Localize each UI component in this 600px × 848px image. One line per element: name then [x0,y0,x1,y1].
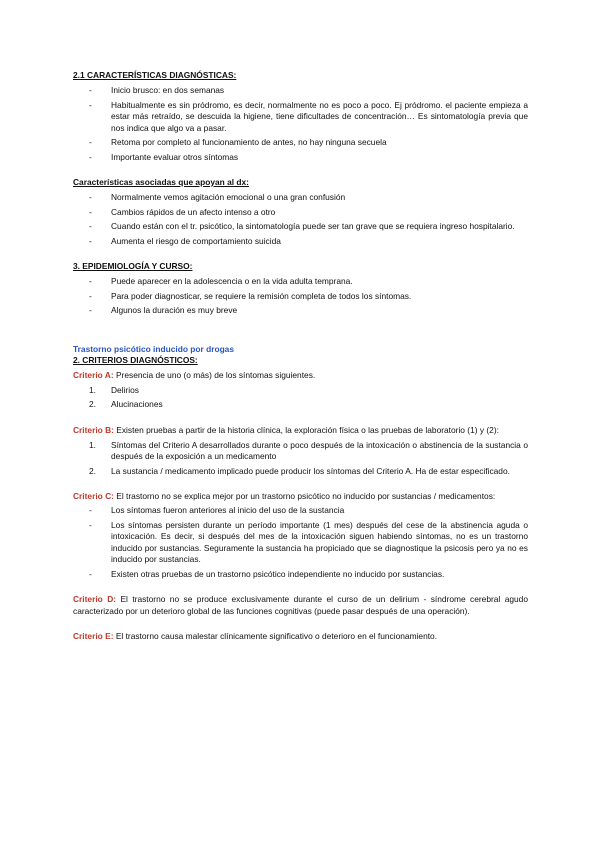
drug-disorder-title: Trastorno psicótico inducido por drogas [73,343,234,354]
criterio-b-text: Existen pruebas a partir de la historia clínica, la exploración física o las pruebas de laboratorio (1) y (2): [113,424,499,435]
list-item: - Cuando están con el tr. psicótico, la sintomatología puede ser tan grave que se requiera ingreso hospitalario. [73,221,528,233]
criterio-c-label: Criterio C: [73,491,114,501]
list-item: - Los síntomas fueron anteriores al inicio del uso de la sustancia [73,505,528,517]
list-asociadas [73,192,528,247]
document-page [73,70,528,642]
criterio-c-text: El trastorno no se explica mejor por un trastorno psicótico no inducido por sustancias / medicamentos: [113,491,496,501]
criterio-b-label: Criterio B: [73,424,114,435]
item-text: Alucinaciones [111,399,163,409]
criterio-e-text: El trastorno causa malestar clínicamente significativo o deterioro en el funcionamiento. [113,631,438,641]
list-criterio-b [73,440,528,478]
item-text: Delirios [111,384,139,395]
list-item: - Retoma por completo al funcionamiento de antes, no hay ninguna secuela [73,137,528,149]
item-number: 1. [89,384,96,395]
list-item: - Inicio brusco: en dos semanas [73,85,528,97]
item-text: Síntomas del Criterio A desarrollados durante o poco después de la intoxicación o abstinencia de la sustancia o después de la exposición a un medicamento [111,439,528,461]
criterio-d [73,593,528,617]
item-number: 2. [89,399,96,409]
criterio-d-text: El trastorno no se produce exclusivamente durante el curso de un delirium - síndrome cerebral agudo caracterizado por un deterioro global de las funciones cognitivas (puede pasar después de una operación). [73,594,528,616]
section-heading-epidemiologia: 3. EPIDEMIOLOGÍA Y CURSO: [73,261,193,271]
list-item: - Cambios rápidos de un afecto intenso a otro [73,207,528,219]
list-caracteristicas [73,85,528,163]
criterio-d-label: Criterio D: [73,594,117,604]
criterio-a [73,369,528,381]
item-number: 1. [89,439,96,450]
section-heading-asociadas: Características asociadas que apoyan al dx: [73,177,249,187]
list-item: - Aumenta el riesgo de comportamiento suicida [73,236,528,248]
criterio-a-label: Criterio A: [73,369,114,380]
item-text: La sustancia / medicamento implicado puede producir los síntomas del Criterio A. Ha de estar especificado. [111,465,510,476]
list-item: - Puede aparecer en la adolescencia o en la vida adulta temprana. [73,276,528,288]
criterio-e [73,630,528,642]
list-criterio-a [73,385,528,411]
list-item: - Existen otras pruebas de un trastorno psicótico independiente no inducido por sustancias. [73,569,528,581]
list-criterio-c [73,505,528,580]
section-heading-caracteristicas: 2.1 CARACTERÍSTICAS DIAGNÓSTICAS: [73,70,237,80]
item-number: 2. [89,465,96,476]
criterio-a-text: Presencia de uno (o más) de los síntomas siguientes. [113,369,316,380]
list-epidemiologia [73,276,528,317]
list-item: - Los síntomas persisten durante un período importante (1 mes) después del cese de la abstinencia aguda o intoxicación. Es decir, si después del mes de la intoxicación siguen habiendo síntomas, no es un trastorno inducido por sustancias. Seguramente la sustancia ha propiciado que se diagnostique la psicosis pero ya no es inducido por sustancias. [73,520,528,566]
list-item [73,440,528,463]
list-item: - Normalmente vemos agitación emocional o una gran confusión [73,192,528,204]
list-item [73,399,528,411]
list-item: - Algunos la duración es muy breve [73,305,528,317]
list-item [73,385,528,397]
criterio-e-label: Criterio E: [73,631,114,641]
criterio-b [73,424,528,436]
list-item: - Para poder diagnosticar, se requiere la remisión completa de todos los síntomas. [73,291,528,303]
list-item: - Habitualmente es sin pródromo, es decir, normalmente no es poco a poco. Ej pródromo. el paciente empieza a estar más retraído, se descuida la higiene, tiene dificultades de concentración… Es sintomatología previa que nos indica que algo va a pasar. [73,100,528,135]
section-heading-criterios: 2. CRITERIOS DIAGNÓSTICOS: [73,354,198,365]
list-item [73,466,528,478]
criterio-c [73,490,528,502]
list-item: - Importante evaluar otros síntomas [73,152,528,164]
